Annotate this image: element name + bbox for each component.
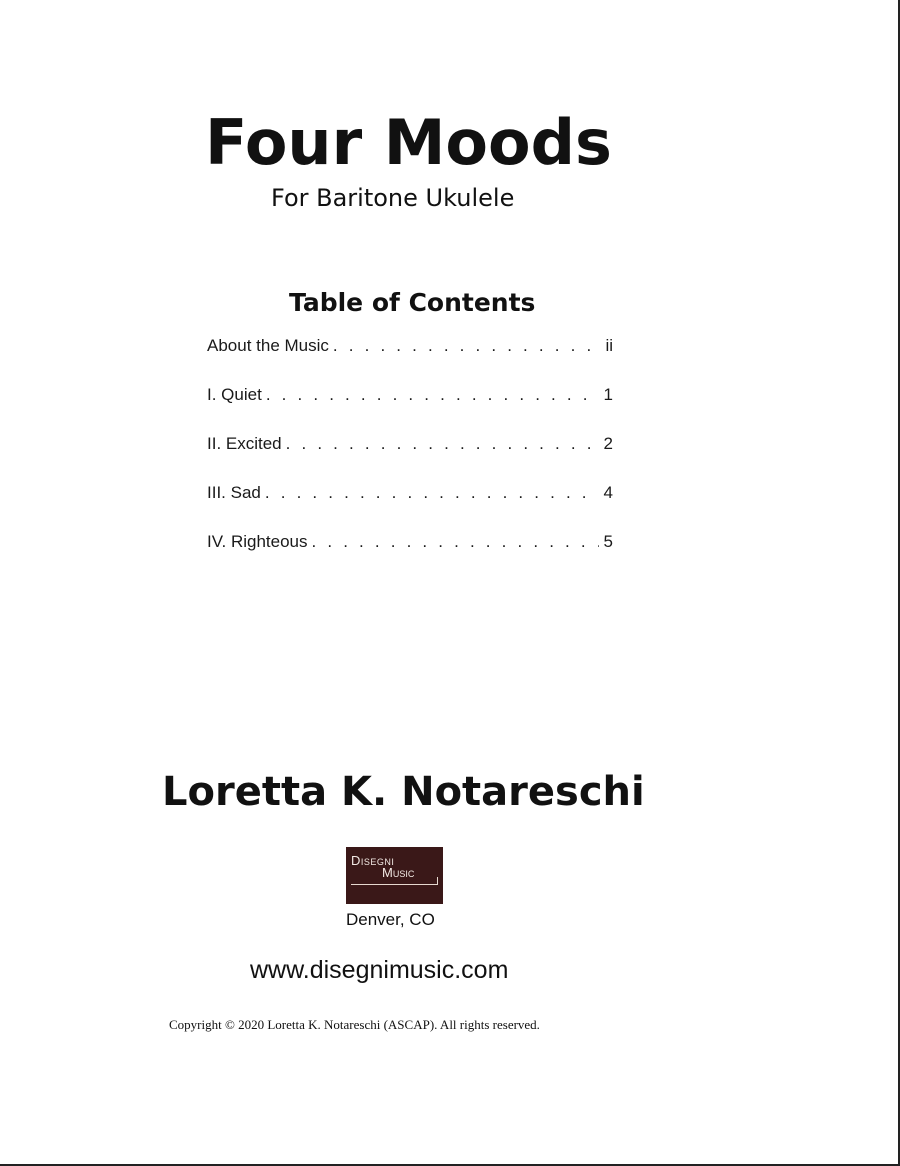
toc-entry-excited[interactable] <box>207 434 613 483</box>
logo-text-line1: Disegni <box>351 853 395 868</box>
toc-entry-about[interactable] <box>207 336 613 385</box>
toc-entry-page: 2 <box>603 434 613 453</box>
toc-entry-page: 4 <box>603 483 613 502</box>
toc-entry-label: II. Excited <box>207 434 282 453</box>
table-of-contents <box>207 336 613 581</box>
toc-leader-dots <box>265 483 599 503</box>
copyright-notice: Copyright © 2020 Loretta K. Notareschi (ASCAP). All rights reserved. <box>169 1017 540 1032</box>
toc-heading: Table of Contents <box>289 288 536 317</box>
publisher-city: Denver, CO <box>346 910 435 929</box>
logo-rule <box>351 884 438 885</box>
publisher-website-link[interactable]: www.disegnimusic.com <box>250 956 509 984</box>
toc-entry-page: 1 <box>603 385 613 404</box>
toc-entry-label: About the Music <box>207 336 329 355</box>
page-subtitle: For Baritone Ukulele <box>271 184 515 212</box>
toc-leader-dots <box>266 385 599 405</box>
toc-entry-righteous[interactable] <box>207 532 613 581</box>
toc-leader-dots <box>312 532 600 552</box>
toc-entry-quiet[interactable] <box>207 385 613 434</box>
toc-entry-page: ii <box>605 336 613 355</box>
toc-leader-dots <box>333 336 599 356</box>
logo-text-line2: Music <box>382 865 415 880</box>
toc-entry-label: I. Quiet <box>207 385 262 404</box>
toc-entry-page: 5 <box>603 532 613 551</box>
composer-name: Loretta K. Notareschi <box>162 769 645 815</box>
toc-entry-label: IV. Righteous <box>207 532 308 551</box>
toc-leader-dots <box>286 434 599 454</box>
publisher-logo <box>346 847 443 904</box>
page-title: Four Moods <box>205 106 612 179</box>
toc-entry-sad[interactable] <box>207 483 613 532</box>
toc-entry-label: III. Sad <box>207 483 261 502</box>
